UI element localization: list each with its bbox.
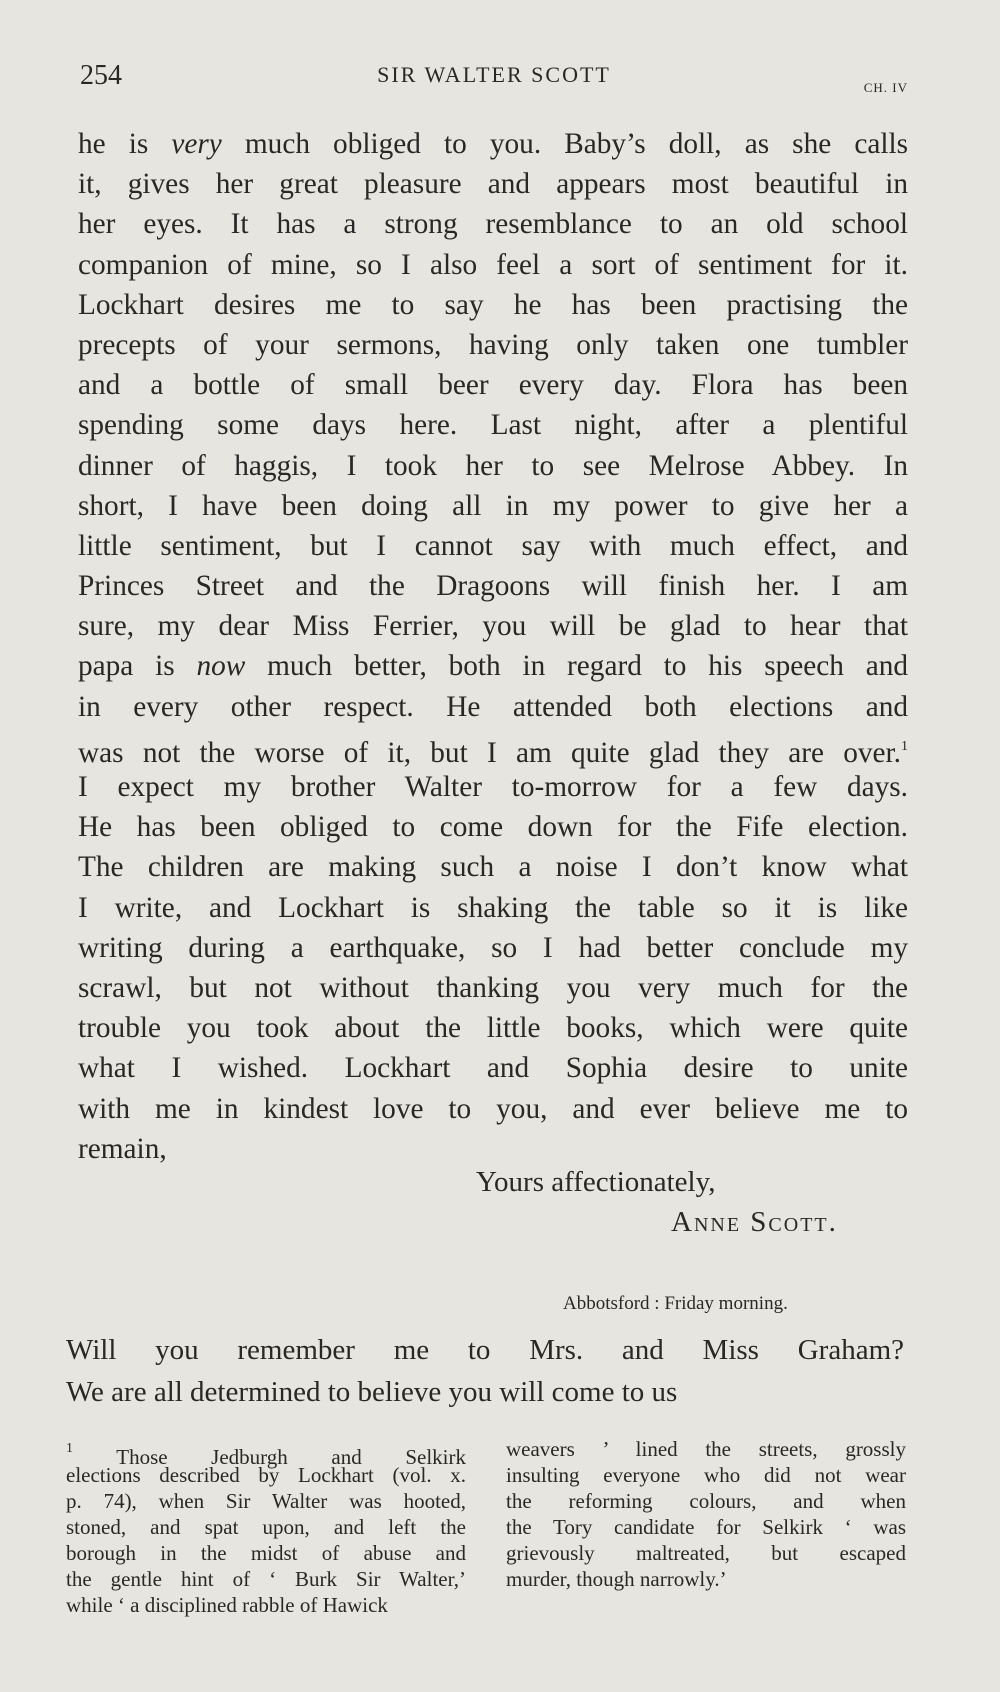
valediction: Yours affectionately, (476, 1166, 716, 1198)
text-line: with me in kindest love to you, and ever believe me to (78, 1092, 908, 1125)
text-line: I expect my brother Walter to-morrow for a few days. (78, 771, 908, 803)
running-title: SIR WALTER SCOTT (377, 62, 611, 87)
text-line: her eyes. It has a strong resemblance to an old school (78, 208, 908, 241)
text-line: He has been obliged to come down for the Fife election. (78, 811, 908, 844)
text-line: in every other respect. He attended both elections and (78, 690, 908, 723)
text-line: remain, (78, 1132, 167, 1165)
text-line: scrawl, but not without thanking you very much for the (78, 971, 908, 1004)
text-line: was not the worse of it, but I am quite glad they are over.$^1$ (78, 736, 908, 769)
footnote-column-left (66, 1436, 466, 1618)
text-line: little sentiment, but I cannot say with much effect, and (78, 529, 908, 562)
footnote-line: $^1$ Those Jedburgh and Selkirk (66, 1441, 466, 1469)
footnote-line: the reforming colours, and when (506, 1489, 906, 1513)
letter-body (78, 124, 908, 1169)
text-line: Will you remember me to Mrs. and Miss Graham? (66, 1334, 904, 1366)
text-line: trouble you took about the little books, which were quite (78, 1012, 908, 1045)
dateline: Abbotsford : Friday morning. (563, 1293, 788, 1314)
text-line: Princes Street and the Dragoons will finish her. I am (78, 570, 908, 603)
footnote-column-right (506, 1436, 906, 1592)
text-line: We are all determined to believe you will come to us (66, 1376, 678, 1408)
text-line: dinner of haggis, I took her to see Melrose Abbey. In (78, 449, 908, 482)
text-line: writing during a earthquake, so I had better conclude my (78, 931, 908, 964)
text-line: The children are making such a noise I don’t know what (78, 851, 908, 884)
footnote-line: the Tory candidate for Selkirk ‘ was (506, 1515, 906, 1539)
text-line: Lockhart desires me to say he has been practising the (78, 288, 908, 321)
next-letter-body (66, 1329, 904, 1413)
footnote-line: insulting everyone who did not wear (506, 1463, 906, 1487)
text-line: precepts of your sermons, having only taken one tumbler (78, 328, 908, 361)
footnote-line: murder, though narrowly.’ (506, 1567, 727, 1591)
footnote-line: p. 74), when Sir Walter was hooted, (66, 1489, 466, 1513)
footnote-line: borough in the midst of abuse and (66, 1541, 466, 1565)
text-line: short, I have been doing all in my power to give her a (78, 489, 908, 522)
page-number: 254 (80, 60, 122, 91)
footnote-line: weavers ’ lined the streets, grossly (506, 1437, 906, 1461)
text-line: he is very much obliged to you. Baby’s doll, as she calls (78, 128, 909, 160)
signature: Anne Scott. (671, 1206, 838, 1238)
text-line: what I wished. Lockhart and Sophia desire to unite (78, 1052, 908, 1085)
footnote-line: elections described by Lockhart (vol. x. (66, 1463, 466, 1487)
text-line: it, gives her great pleasure and appears most beautiful in (78, 168, 908, 201)
text-line: companion of mine, so I also feel a sort of sentiment for it. (78, 248, 908, 281)
text-line: and a bottle of small beer every day. Flora has been (78, 369, 908, 402)
page-header (80, 60, 908, 100)
text-line: sure, my dear Miss Ferrier, you will be glad to hear that (78, 610, 908, 643)
text-line: papa is now much better, both in regard to his speech and (78, 650, 908, 683)
footnote-line: while ‘ a disciplined rabble of Hawick (66, 1593, 388, 1617)
text-line: spending some days here. Last night, after a plentiful (78, 409, 908, 442)
footnote-line: stoned, and spat upon, and left the (66, 1515, 466, 1539)
footnote-line: grievously maltreated, but escaped (506, 1541, 906, 1565)
chapter-marker: CH. IV (863, 80, 908, 95)
text-line: I write, and Lockhart is shaking the table so it is like (78, 891, 908, 924)
footnote-line: the gentle hint of ‘ Burk Sir Walter,’ (66, 1567, 466, 1591)
